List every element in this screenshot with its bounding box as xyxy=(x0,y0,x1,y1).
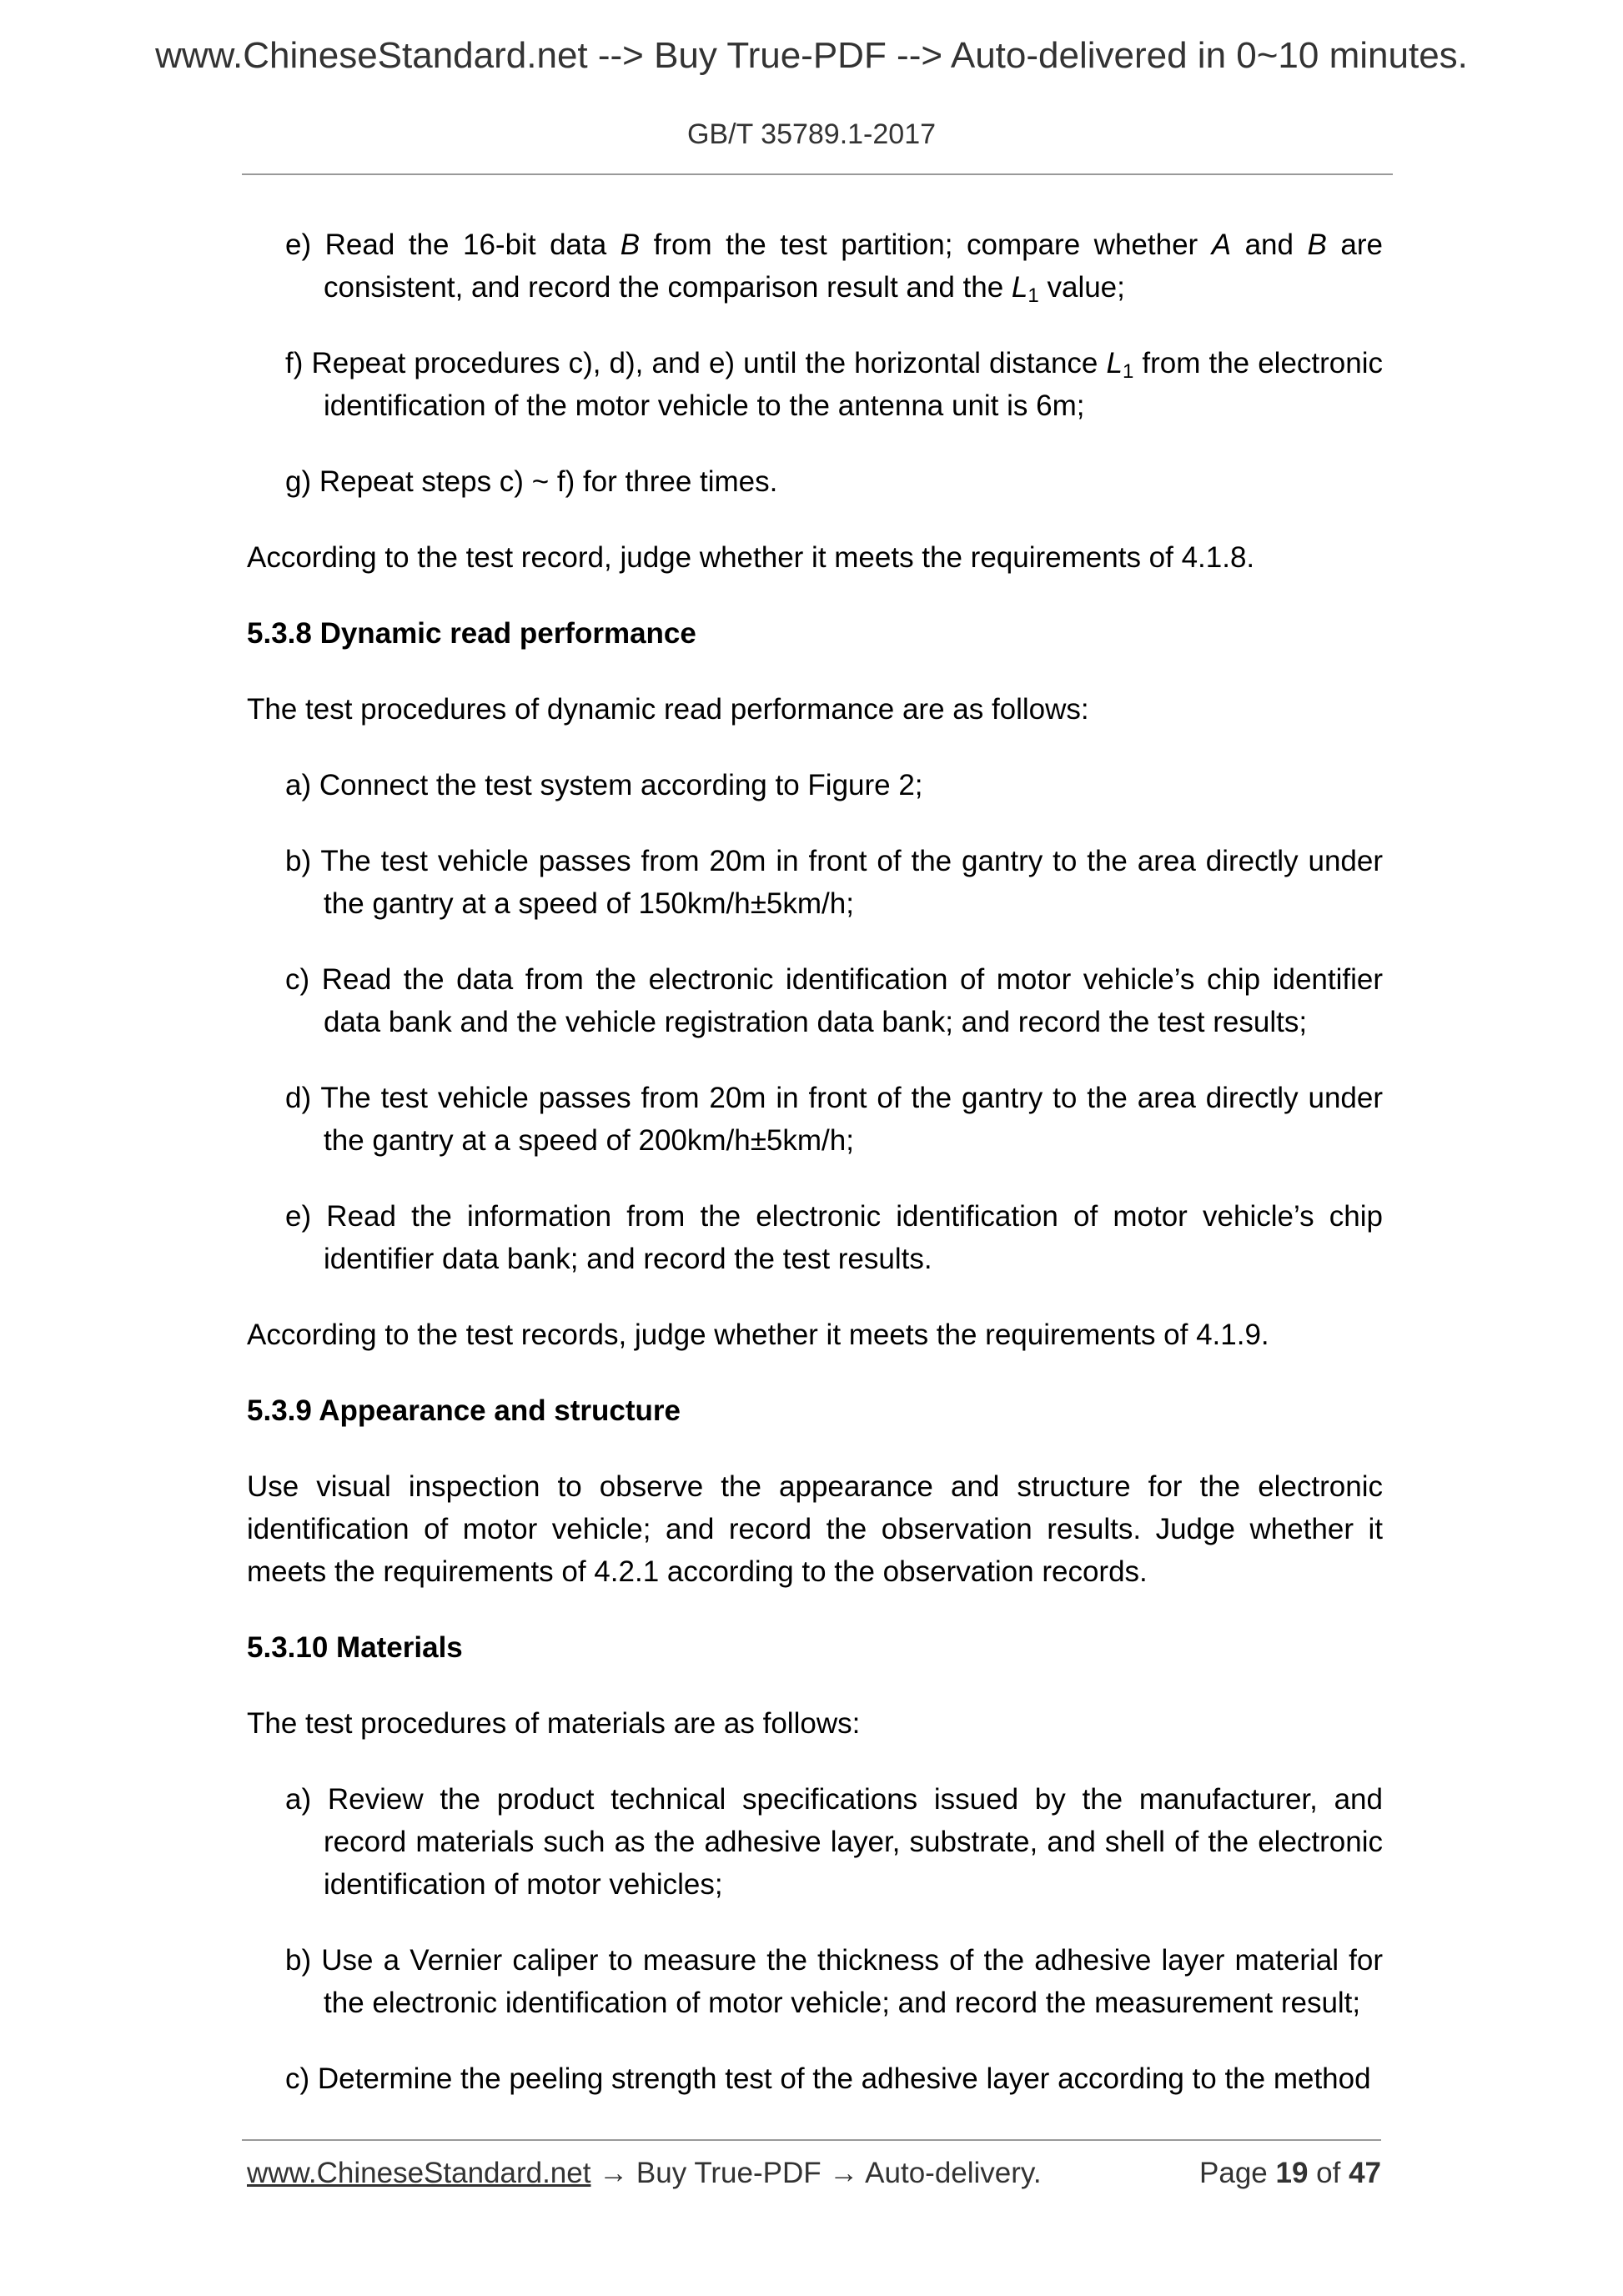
list-item-5310-b: b) Use a Vernier caliper to measure the thickness of the adhesive layer material for the electronic identification of motor vehicle; and record the measurement result; xyxy=(285,1944,1383,2019)
paragraph-judge-419: According to the test records, judge whether it meets the requirements of 4.1.9. xyxy=(247,1319,1269,1351)
list-item-538-b: b) The test vehicle passes from 20m in front of the gantry to the area directly under the gantry at a speed of 150km/h±5km/h; xyxy=(285,845,1383,920)
section-heading-538: 5.3.8 Dynamic read performance xyxy=(247,617,696,650)
list-item-538-c: c) Read the data from the electronic identification of motor vehicle’s chip identifier data bank and the vehicle registration data bank; and record the test results; xyxy=(285,963,1383,1038)
list-item-538-a: a) Connect the test system according to Figure 2; xyxy=(285,769,923,801)
page-footer xyxy=(247,2157,1381,2190)
footer-site-link[interactable]: www.ChineseStandard.net xyxy=(247,2157,591,2189)
page-content xyxy=(247,224,1383,2133)
footer-tagline: → Buy True-PDF → Auto-delivery. xyxy=(590,2157,1042,2189)
list-item-e-read-16bit: e) Read the 16-bit data B from the test partition; compare whether A and B are consistent, and record the comparison result and the $L_1$ value; xyxy=(285,229,1383,307)
header-divider xyxy=(242,173,1393,175)
list-item-f-repeat: f) Repeat procedures c), d), and e) until the horizontal distance $L_1$ from the electronic identification of the motor vehicle to the antenna unit is 6m; xyxy=(285,347,1384,422)
paragraph-539: Use visual inspection to observe the appearance and structure for the electronic identification of motor vehicle; and record the observation results. Judge whether it meets the requirements of 4.2.1 according to the observation records. xyxy=(247,1470,1383,1588)
paragraph-judge-418: According to the test record, judge whether it meets the requirements of 4.1.8. xyxy=(247,541,1255,574)
list-item-5310-c: c) Determine the peeling strength test of the adhesive layer according to the method xyxy=(285,2062,1371,2095)
list-item-538-e: e) Read the information from the electronic identification of motor vehicle’s chip identifier data bank; and record the test results. xyxy=(285,1200,1383,1275)
top-banner: www.ChineseStandard.net --> Buy True-PDF --> Auto-delivered in 0~10 minutes. xyxy=(155,35,1468,76)
section-heading-539: 5.3.9 Appearance and structure xyxy=(247,1394,681,1427)
list-item-g-repeat-three: g) Repeat steps c) ~ f) for three times. xyxy=(285,465,778,498)
document-id: GB/T 35789.1-2017 xyxy=(686,118,937,150)
list-item-538-d: d) The test vehicle passes from 20m in front of the gantry to the area directly under the gantry at a speed of 200km/h±5km/h; xyxy=(285,1082,1383,1157)
paragraph-intro-538: The test procedures of dynamic read performance are as follows: xyxy=(247,693,1089,726)
section-heading-5310: 5.3.10 Materials xyxy=(247,1631,463,1664)
page-number: Page 19 of 47 xyxy=(1199,2157,1381,2189)
footer-divider xyxy=(242,2139,1381,2141)
list-item-5310-a: a) Review the product technical specifications issued by the manufacturer, and record materials such as the adhesive layer, substrate, and shell of the electronic identification of motor vehicles; xyxy=(285,1783,1383,1901)
paragraph-intro-5310: The test procedures of materials are as follows: xyxy=(247,1707,861,1740)
